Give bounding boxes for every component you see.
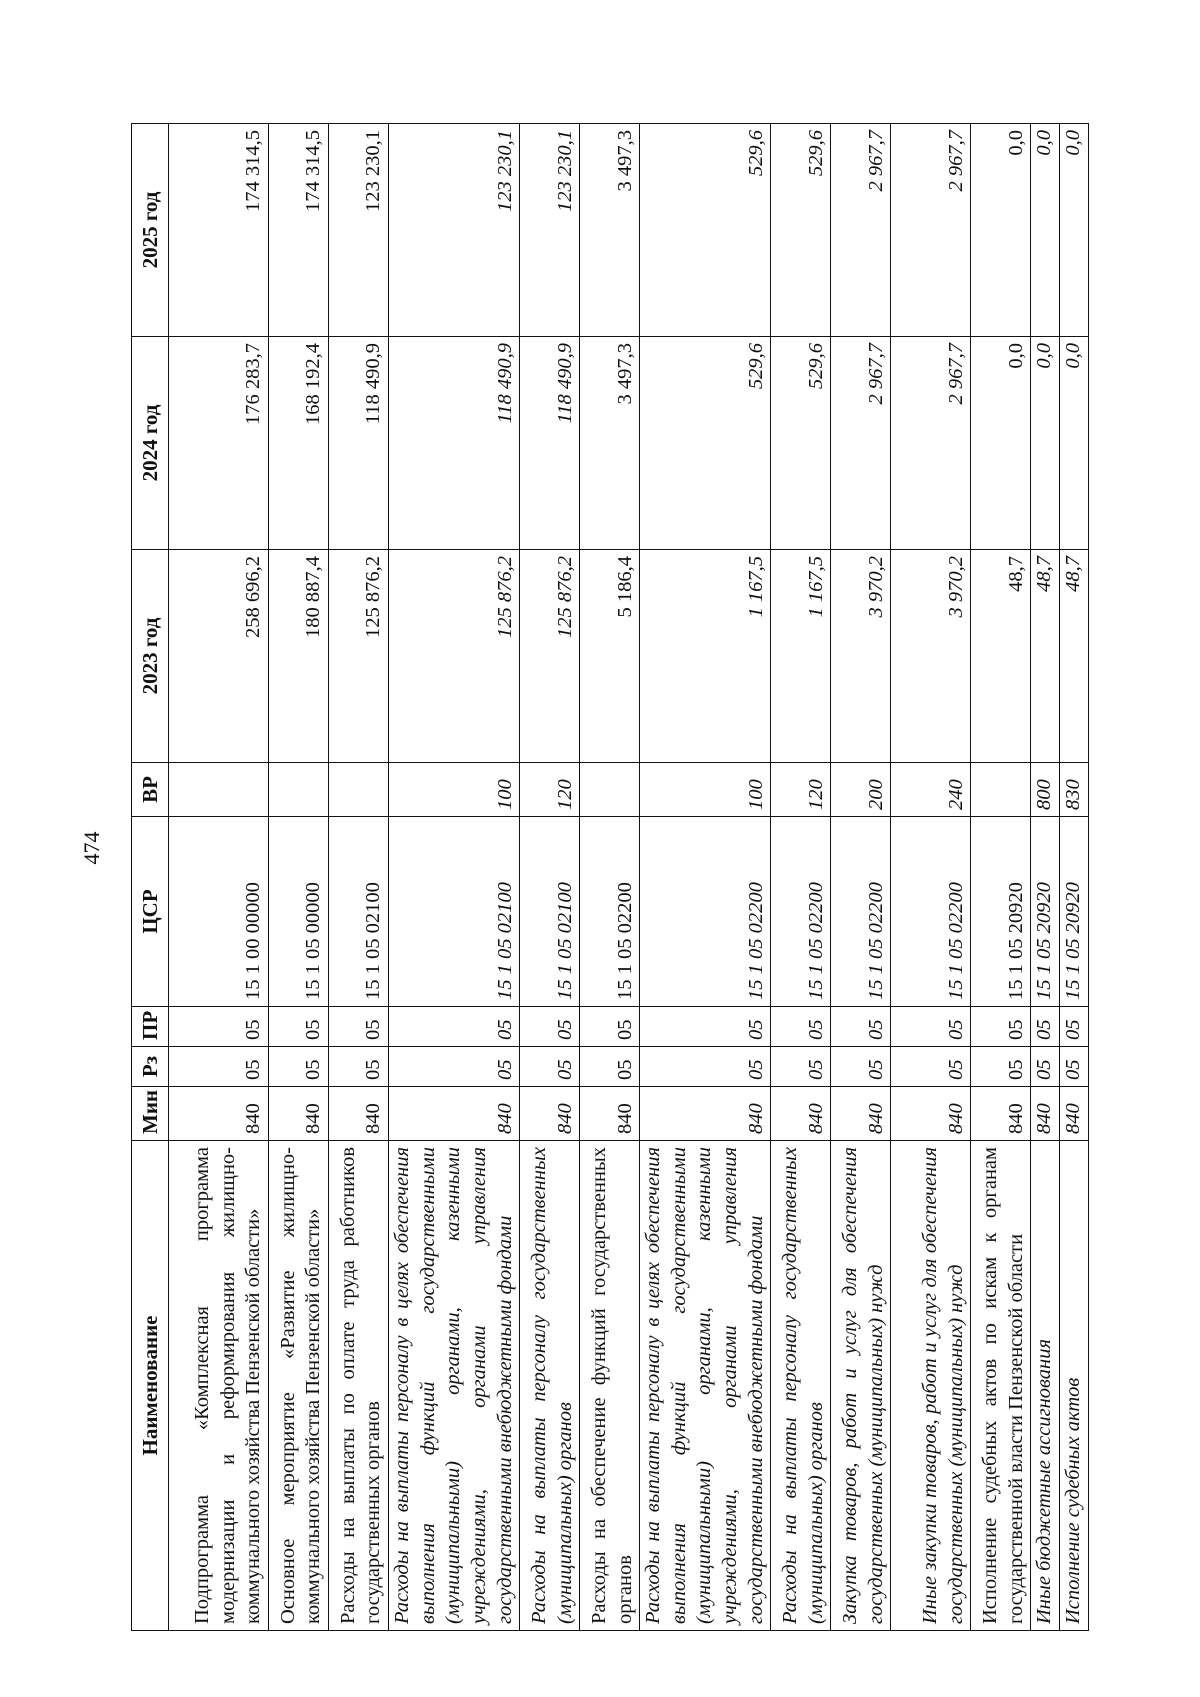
row-vr [169,763,269,817]
row-name: Расходы на обеспечение функций государственных органов [580,1141,640,1631]
row-2023: 48,7 [1059,550,1088,763]
row-2025: 0,0 [1059,124,1088,337]
row-2024: 118 490,9 [329,337,389,550]
row-rz: 05 [520,1047,580,1087]
row-2024: 0,0 [1031,337,1060,550]
row-2023: 180 887,4 [269,550,329,763]
row-pr: 05 [971,1007,1031,1047]
row-rz: 05 [1059,1047,1088,1087]
row-2025: 2 967,7 [891,124,971,337]
row-2025: 174 314,5 [269,124,329,337]
row-min: 840 [580,1087,640,1141]
row-csr: 15 1 05 02200 [640,817,771,1007]
row-2023: 3 970,2 [831,550,891,763]
row-min: 840 [891,1087,971,1141]
row-2023: 125 876,2 [329,550,389,763]
header-name: Наименование [132,1141,169,1631]
table-row [1059,124,1088,1631]
row-2025: 0,0 [1031,124,1060,337]
row-vr: 200 [831,763,891,817]
row-name: Расходы на выплаты по оплате труда работников государственных органов [329,1141,389,1631]
header-row [132,124,169,1631]
row-vr [329,763,389,817]
row-2025: 529,6 [640,124,771,337]
row-rz: 05 [1031,1047,1060,1087]
table-row [580,124,640,1631]
row-2024: 118 490,9 [520,337,580,550]
header-csr: ЦСР [132,817,169,1007]
row-vr [971,763,1031,817]
row-vr: 800 [1031,763,1060,817]
row-2023: 258 696,2 [169,550,269,763]
table-row [1031,124,1060,1631]
row-vr: 120 [771,763,831,817]
row-2025: 2 967,7 [831,124,891,337]
table-row [831,124,891,1631]
row-name: Расходы на выплаты персоналу государственных (муниципальных) органов [520,1141,580,1631]
row-pr: 05 [269,1007,329,1047]
row-min: 840 [971,1087,1031,1141]
header-vr: ВР [132,763,169,817]
row-rz: 05 [971,1047,1031,1087]
row-min: 840 [640,1087,771,1141]
table-row [169,124,269,1631]
row-rz: 05 [891,1047,971,1087]
row-vr: 120 [520,763,580,817]
row-2025: 3 497,3 [580,124,640,337]
row-rz: 05 [329,1047,389,1087]
row-2023: 125 876,2 [389,550,520,763]
table-row [771,124,831,1631]
row-name: Иные бюджетные ассигнования [1031,1141,1060,1631]
row-csr: 15 1 05 02200 [891,817,971,1007]
row-2024: 2 967,7 [831,337,891,550]
row-rz: 05 [269,1047,329,1087]
row-name: Расходы на выплаты персоналу в целях обеспечения выполнения функций государственными (муниципальными) органами, казенными учреждениями, органами управления государственными внебюджетными фондами [389,1141,520,1631]
header-2024: 2024 год [132,337,169,550]
rotated-table-container [131,124,1084,1631]
row-name: Исполнение судебных актов [1059,1141,1088,1631]
row-csr: 15 1 05 02100 [389,817,520,1007]
row-csr: 15 1 00 00000 [169,817,269,1007]
row-rz: 05 [771,1047,831,1087]
row-2025: 123 230,1 [520,124,580,337]
row-2023: 125 876,2 [520,550,580,763]
row-2023: 3 970,2 [891,550,971,763]
row-pr: 05 [1031,1007,1060,1047]
row-pr: 05 [169,1007,269,1047]
row-rz: 05 [389,1047,520,1087]
row-csr: 15 1 05 20920 [1031,817,1060,1007]
row-csr: 15 1 05 02200 [580,817,640,1007]
row-min: 840 [269,1087,329,1141]
row-name: Подпрограмма «Комплексная программа модернизации и реформирования жилищно-коммунального хозяйства Пензенской области» [169,1141,269,1631]
row-pr: 05 [329,1007,389,1047]
row-pr: 05 [1059,1007,1088,1047]
row-vr [580,763,640,817]
row-min: 840 [1031,1087,1060,1141]
row-csr: 15 1 05 02200 [831,817,891,1007]
row-pr: 05 [831,1007,891,1047]
row-2023: 1 167,5 [771,550,831,763]
row-csr: 15 1 05 02200 [771,817,831,1007]
header-2023: 2023 год [132,550,169,763]
row-min: 840 [831,1087,891,1141]
row-vr: 100 [389,763,520,817]
row-name: Расходы на выплаты персоналу в целях обеспечения выполнения функций государственными (муниципальными) органами, казенными учреждениями, органами управления государственными внебюджетными фондами [640,1141,771,1631]
row-rz: 05 [640,1047,771,1087]
row-csr: 15 1 05 20920 [1059,817,1088,1007]
row-2023: 48,7 [971,550,1031,763]
row-2023: 1 167,5 [640,550,771,763]
row-vr [269,763,329,817]
row-min: 840 [389,1087,520,1141]
row-name: Основное мероприятие «Развитие жилищно-коммунального хозяйства Пензенской области» [269,1141,329,1631]
row-vr: 240 [891,763,971,817]
row-pr: 05 [771,1007,831,1047]
table-row [269,124,329,1631]
table-row [329,124,389,1631]
budget-table [131,123,1089,1631]
row-name: Иные закупки товаров, работ и услуг для обеспечения государственных (муниципальных) нужд [891,1141,971,1631]
row-name: Расходы на выплаты персоналу государственных (муниципальных) органов [771,1141,831,1631]
row-rz: 05 [580,1047,640,1087]
row-csr: 15 1 05 00000 [269,817,329,1007]
row-min: 840 [520,1087,580,1141]
row-pr: 05 [389,1007,520,1047]
header-2025: 2025 год [132,124,169,337]
row-2025: 174 314,5 [169,124,269,337]
row-2024: 529,6 [640,337,771,550]
row-csr: 15 1 05 02100 [520,817,580,1007]
row-csr: 15 1 05 02100 [329,817,389,1007]
row-pr: 05 [520,1007,580,1047]
row-2025: 123 230,1 [389,124,520,337]
row-min: 840 [169,1087,269,1141]
row-2025: 0,0 [971,124,1031,337]
row-2024: 168 192,4 [269,337,329,550]
row-min: 840 [771,1087,831,1141]
row-2024: 0,0 [1059,337,1088,550]
row-2023: 5 186,4 [580,550,640,763]
row-rz: 05 [831,1047,891,1087]
table-row [520,124,580,1631]
table-row [640,124,771,1631]
row-name: Исполнение судебных актов по искам к органам государственной власти Пензенской области [971,1141,1031,1631]
header-min: Мин [132,1087,169,1141]
row-2023: 48,7 [1031,550,1060,763]
header-rz: Рз [132,1047,169,1087]
table-row [389,124,520,1631]
table-row [971,124,1031,1631]
header-pr: ПР [132,1007,169,1047]
row-2024: 0,0 [971,337,1031,550]
row-name: Закупка товаров, работ и услуг для обеспечения государственных (муниципальных) нужд [831,1141,891,1631]
row-vr: 100 [640,763,771,817]
row-2024: 118 490,9 [389,337,520,550]
row-2024: 2 967,7 [891,337,971,550]
row-pr: 05 [891,1007,971,1047]
row-2025: 529,6 [771,124,831,337]
row-min: 840 [329,1087,389,1141]
row-pr: 05 [640,1007,771,1047]
row-2024: 529,6 [771,337,831,550]
row-2025: 123 230,1 [329,124,389,337]
row-2024: 3 497,3 [580,337,640,550]
row-vr: 830 [1059,763,1088,817]
row-rz: 05 [169,1047,269,1087]
row-2024: 176 283,7 [169,337,269,550]
table-row [891,124,971,1631]
row-pr: 05 [580,1007,640,1047]
row-csr: 15 1 05 20920 [971,817,1031,1007]
page-number: 474 [79,831,104,865]
row-min: 840 [1059,1087,1088,1141]
